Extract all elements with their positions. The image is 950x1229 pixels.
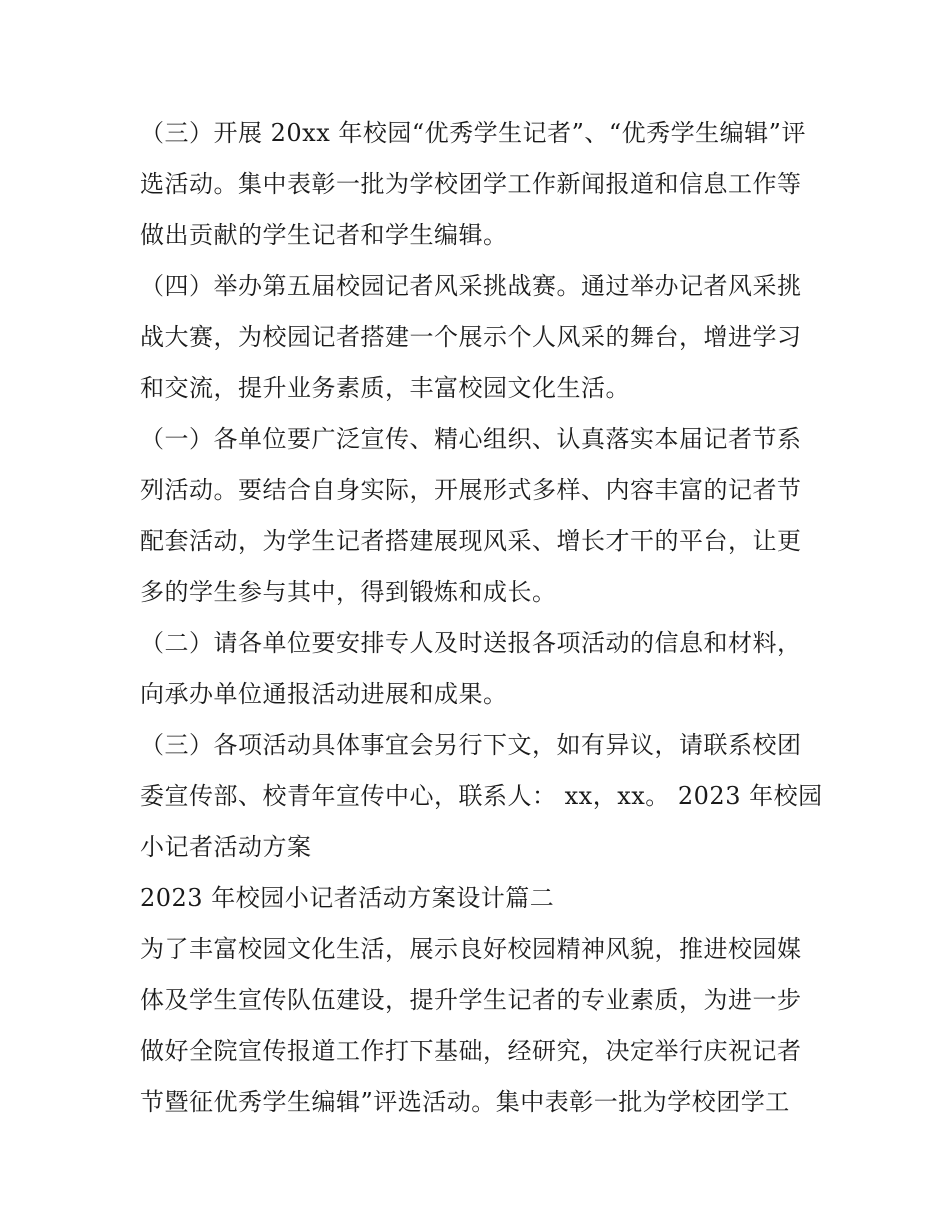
text-line: （四）举办第五届校园记者风采挑战赛。通过举办记者风采挑	[140, 272, 802, 300]
text-line: （二）请各单位要安排专人及时送报各项活动的信息和材料，	[140, 629, 802, 657]
text-line: 和交流，提升业务素质，丰富校园文化生活。	[140, 374, 630, 402]
text-line: （三）开展 20xx 年校园“优秀学生记者”、“优秀学生编辑”评	[140, 119, 806, 147]
text-line: 节暨征优秀学生编辑”评选活动。集中表彰一批为学校团学工	[140, 1088, 790, 1116]
text-line: 体及学生宣传队伍建设，提升学生记者的专业素质，为进一步	[140, 986, 802, 1014]
text-line: 选活动。集中表彰一批为学校团学工作新闻报道和信息工作等	[140, 170, 802, 198]
document-body	[140, 108, 823, 1128]
text-line: 为了丰富校园文化生活，展示良好校园精神风貌，推进校园媒	[140, 935, 802, 963]
text-line: 向承办单位通报活动进展和成果。	[140, 680, 508, 708]
text-line: （一）各单位要广泛宣传、精心组织、认真落实本届记者节系	[140, 425, 802, 453]
text-line: 小记者活动方案	[140, 833, 312, 861]
text-line: 配套活动，为学生记者搭建展现风采、增长才干的平台，让更	[140, 527, 802, 555]
section-heading: 2023 年校园小记者活动方案设计篇二	[140, 884, 555, 912]
text-line: 多的学生参与其中，得到锻炼和成长。	[140, 578, 557, 606]
text-line: 委宣传部、校青年宣传中心，联系人： xx，xx。 2023 年校园	[140, 782, 823, 810]
text-line: （三）各项活动具体事宜会另行下文，如有异议，请联系校团	[140, 731, 802, 759]
text-line: 做好全院宣传报道工作打下基础，经研究，决定举行庆祝记者	[140, 1037, 802, 1065]
text-line: 战大赛，为校园记者搭建一个展示个人风采的舞台，增进学习	[140, 323, 802, 351]
text-line: 列活动。要结合自身实际，开展形式多样、内容丰富的记者节	[140, 476, 802, 504]
text-line: 做出贡献的学生记者和学生编辑。	[140, 221, 508, 249]
